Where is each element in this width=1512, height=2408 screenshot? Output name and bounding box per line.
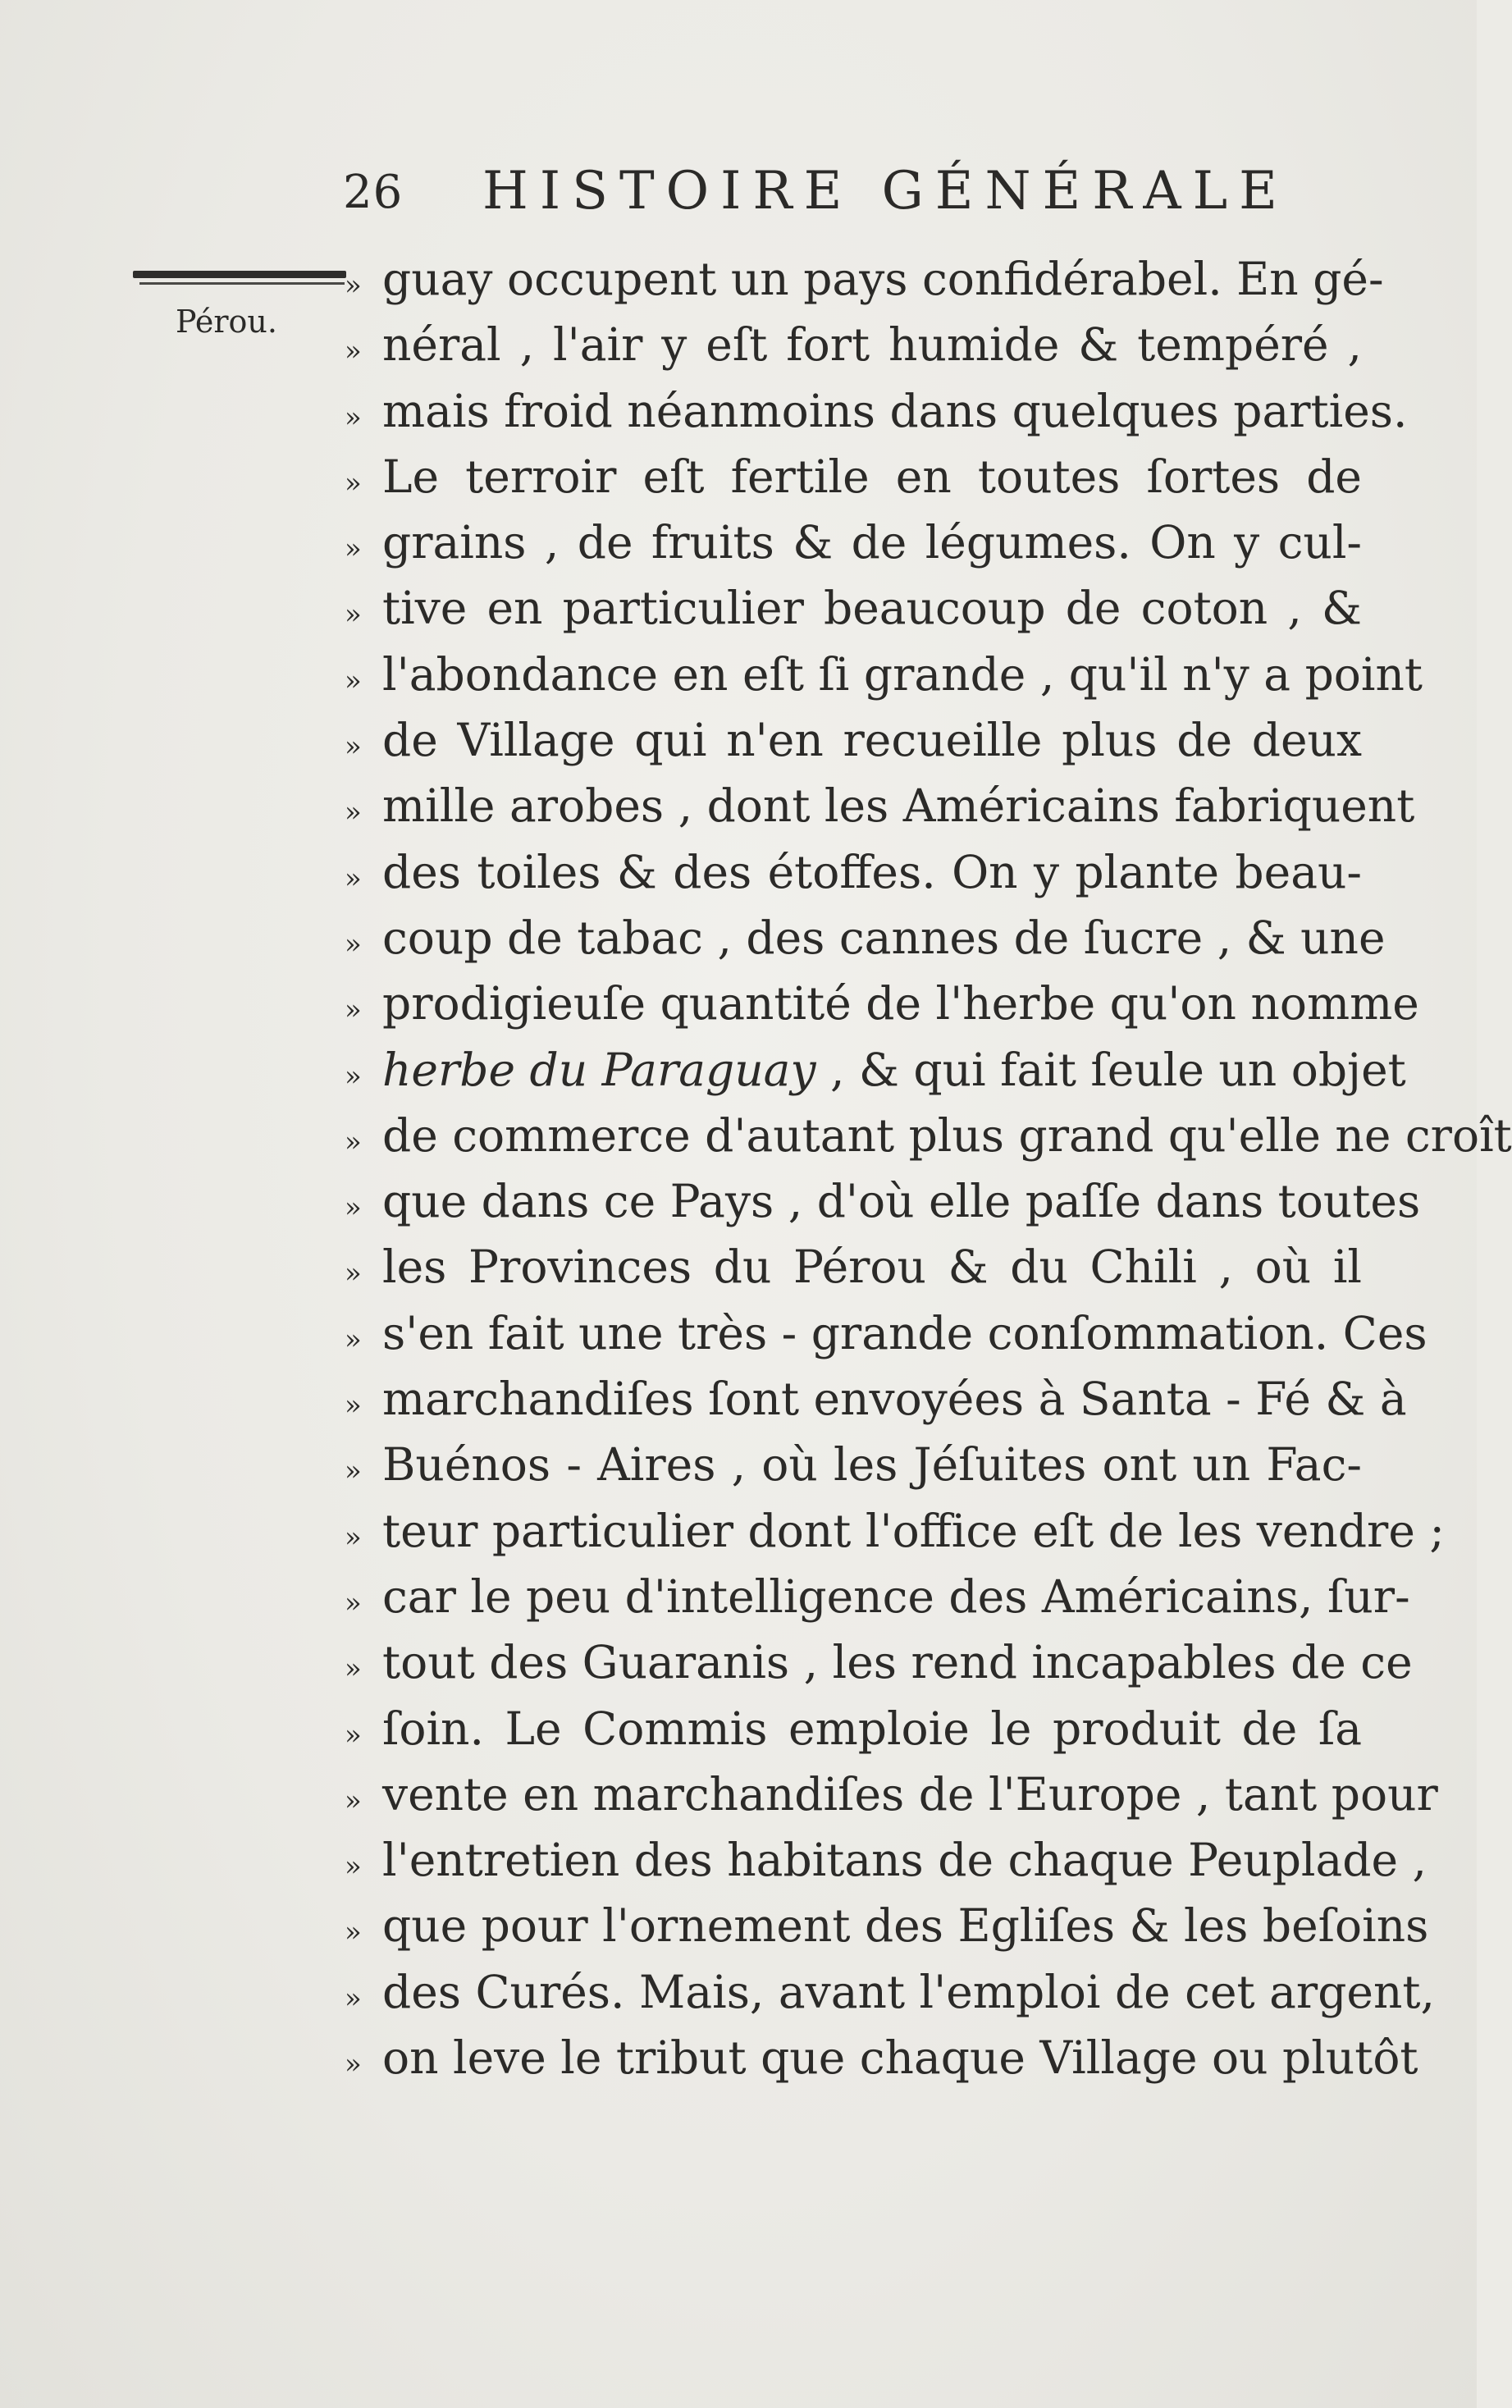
quote-mark: » (345, 664, 362, 697)
line-text: teur particulier dont l'office eſt de les vendre ; (382, 1504, 1445, 1557)
text-line (345, 1629, 1413, 1695)
quote-mark: » (345, 1520, 362, 1554)
text-line (345, 1037, 1406, 1103)
line-text: que pour l'ornement des Egliſes & les beſoins (382, 1899, 1429, 1953)
quote-mark: » (345, 335, 362, 368)
margin-note: Pérou. (176, 304, 277, 340)
line-text: coup de tabac , des cannes de ſucre , & une (382, 911, 1386, 964)
line-text: que dans ce Pays , d'où elle paſſe dans toutes (382, 1175, 1421, 1228)
quote-mark: » (345, 1455, 362, 1488)
text-line (345, 2025, 1418, 2090)
text-line (345, 246, 1384, 312)
text-line (345, 1234, 1362, 1300)
text-line (345, 1168, 1421, 1234)
quote-mark: » (345, 730, 362, 764)
quote-mark: » (345, 2048, 362, 2081)
line-text: ſoin. Le Commis emploie le produit de ſa (382, 1702, 1362, 1755)
line-text: de Village qui n'en recueille plus de deux (382, 714, 1362, 767)
quote-mark: » (345, 1916, 362, 1949)
line-text: s'en fait une très - grande conſommation. Ces (382, 1306, 1427, 1359)
quote-mark: » (345, 466, 362, 500)
quote-mark: » (345, 1257, 362, 1291)
text-line (345, 971, 1419, 1036)
line-text: Le terroir eſt fertile en toutes ſortes de (382, 450, 1362, 503)
text-line (345, 1300, 1427, 1366)
line-text: de commerce d'autant plus grand qu'elle ne croît (382, 1108, 1512, 1162)
margin-rule-thin (139, 282, 345, 285)
line-text: les Provinces du Pérou & du Chili , où il (382, 1241, 1362, 1294)
text-line (345, 509, 1362, 575)
line-text: mille arobes , dont les Américains fabriquent (382, 779, 1415, 833)
quote-mark: » (345, 1981, 362, 2015)
text-line (345, 575, 1362, 641)
text-line (345, 642, 1423, 707)
line-text: vente en marchandiſes de l'Europe , tant pour (382, 1767, 1438, 1821)
quote-mark: » (345, 861, 362, 895)
margin-rule (133, 271, 346, 278)
line-text: car le peu d'intelligence des Américains, ſur- (382, 1570, 1410, 1623)
quote-mark: » (345, 400, 362, 434)
text-line (345, 378, 1408, 444)
line-text: tout des Guaranis , les rend incapables de ce (382, 1636, 1413, 1689)
text-line (345, 773, 1415, 838)
text-line (345, 1564, 1410, 1629)
quote-mark: » (345, 598, 362, 632)
text-line (345, 1103, 1512, 1168)
text-line (345, 312, 1362, 377)
text-line (345, 1696, 1362, 1761)
line-text: grains , de fruits & de légumes. On y cul- (382, 516, 1362, 569)
text-line (345, 1893, 1429, 1958)
quote-mark: » (345, 532, 362, 566)
quote-mark: » (345, 796, 362, 829)
text-line (345, 707, 1362, 773)
text-line (345, 1761, 1438, 1827)
body-text (345, 246, 1512, 2090)
text-line (345, 1827, 1427, 1893)
quote-mark: » (345, 1586, 362, 1620)
quote-mark: » (345, 1125, 362, 1158)
line-text: Buénos - Aires , où les Jéſuites ont un Fac- (382, 1438, 1362, 1492)
quote-mark: » (345, 1652, 362, 1686)
line-text: marchandiſes ſont envoyées à Santa - Fé & à (382, 1373, 1407, 1426)
quote-mark: » (345, 1059, 362, 1093)
line-text: tive en particulier beaucoup de coton , & (382, 582, 1362, 635)
line-text: mais froid néanmoins dans quelques parties. (382, 384, 1408, 437)
quote-mark: » (345, 1191, 362, 1225)
quote-mark: » (345, 1718, 362, 1752)
line-text: herbe du Paraguay , & qui fait ſeule un objet (382, 1043, 1406, 1096)
text-line (345, 1959, 1435, 2025)
line-text: guay occupent un pays confidérabel. En gé- (382, 253, 1384, 305)
page-header (343, 161, 1360, 226)
text-line (345, 905, 1386, 971)
running-title: HISTOIRE GÉNÉRALE (482, 161, 1289, 222)
text-line (345, 444, 1362, 509)
line-text: néral , l'air y eſt fort humide & tempéré , (382, 318, 1362, 372)
quote-mark: » (345, 1850, 362, 1884)
line-text: des Curés. Mais, avant l'emploi de cet argent, (382, 1965, 1435, 2018)
text-line (345, 1432, 1362, 1497)
text-line (345, 839, 1362, 905)
text-line (345, 1498, 1445, 1564)
quote-mark: » (345, 1389, 362, 1423)
quote-mark: » (345, 927, 362, 961)
line-text: prodigieuſe quantité de l'herbe qu'on nomme (382, 977, 1419, 1030)
line-text: l'entretien des habitans de chaque Peuplade , (382, 1834, 1427, 1887)
page-number: 26 (343, 166, 404, 219)
line-text: l'abondance en eſt ſi grande , qu'il n'y a point (382, 647, 1423, 701)
quote-mark: » (345, 1784, 362, 1817)
quote-mark: » (345, 269, 362, 302)
quote-mark: » (345, 994, 362, 1027)
line-text: on leve le tribut que chaque Village ou plutôt (382, 2031, 1418, 2085)
line-text: des toiles & des étoffes. On y plante beau- (382, 845, 1362, 898)
quote-mark: » (345, 1323, 362, 1356)
text-line (345, 1366, 1407, 1432)
